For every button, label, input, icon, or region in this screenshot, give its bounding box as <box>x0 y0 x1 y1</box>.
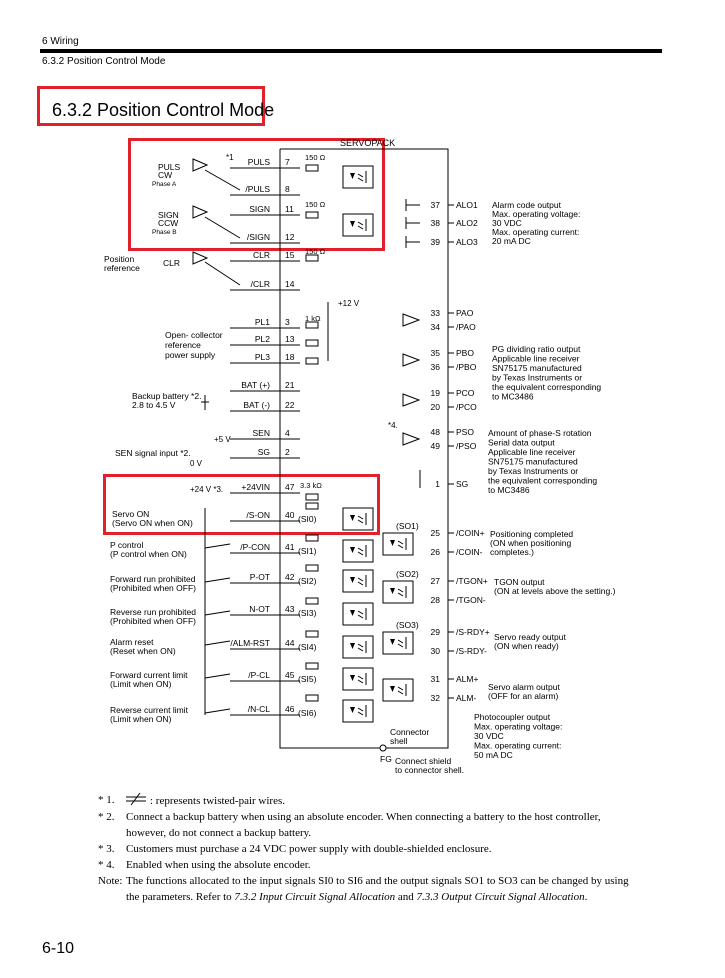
note-key: * 2. <box>98 811 115 823</box>
diagram-label: Forward run prohibited <box>110 574 196 584</box>
diagram-label: shell <box>390 736 408 746</box>
photocoupler-output <box>383 632 413 654</box>
signal-name: /TGON- <box>456 595 486 605</box>
diagram-label: SN75175 manufactured <box>488 456 578 467</box>
pin-number: 34 <box>430 322 440 332</box>
phase-label: Phase A <box>152 181 177 188</box>
diagram-label: (OFF for an alarm) <box>488 691 559 701</box>
pin-number: 29 <box>430 627 440 637</box>
switch <box>205 641 230 645</box>
pin-number: 2 <box>285 447 290 457</box>
signal-name: /S-RDY- <box>456 646 487 656</box>
diagram-label: Servo alarm output <box>488 682 560 692</box>
signal-name: /PULS <box>245 184 270 194</box>
note-key: Note: <box>98 875 123 887</box>
photocoupler-output <box>383 679 413 701</box>
signal-allocation: (SI5) <box>298 674 317 684</box>
pin-number: 26 <box>430 547 440 557</box>
diagram-label: Max. operating voltage: <box>492 209 581 219</box>
pin-number: 35 <box>430 348 440 358</box>
diagram-label: PG dividing ratio output <box>492 344 581 354</box>
photocoupler-input <box>343 700 373 722</box>
signal-name: BAT (+) <box>241 380 270 390</box>
diagram-label: to MC3486 <box>488 485 530 495</box>
line-driver <box>403 354 419 366</box>
signal-name: /COIN+ <box>456 528 485 538</box>
pin-number: 12 <box>285 232 295 242</box>
switch <box>205 709 230 713</box>
diagram-label: CCW <box>158 218 179 228</box>
switch <box>205 544 230 548</box>
signal-allocation: (SI2) <box>298 576 317 586</box>
diagram-label: Backup battery *2. <box>132 391 202 401</box>
diagram-label: to MC3486 <box>492 391 534 402</box>
diagram-label: Forward current limit <box>110 670 188 680</box>
signal-allocation: (SI4) <box>298 642 317 652</box>
signal-name: /N-CL <box>247 704 270 714</box>
sen-input-label: SEN signal input *2. <box>115 448 191 458</box>
signal-name: /P-CON <box>240 542 270 552</box>
note-key: * 4. <box>98 859 115 871</box>
note-text: Enabled when using the absolute encoder. <box>126 859 311 871</box>
diagram-label: Connector <box>390 727 430 737</box>
resistor-input <box>306 503 318 509</box>
signal-name: /P-CL <box>248 670 270 680</box>
note-final <box>98 873 638 905</box>
signal-name: PAO <box>456 308 474 318</box>
pin-number: 3 <box>285 317 290 327</box>
signal-name: PBO <box>456 348 474 358</box>
voltage-label: 0 V <box>190 459 203 468</box>
pin-number: 41 <box>285 542 295 552</box>
diagram-label: TGON output <box>494 577 545 587</box>
photocoupler-input <box>343 570 373 592</box>
resistor-1k <box>306 340 318 346</box>
signal-name: SEN <box>252 428 270 438</box>
signal-name: PL2 <box>254 334 270 344</box>
note-text: The functions allocated to the input signals SI0 to SI6 and the output signals SO1 to SO3 can be changed by using the parameters. Refer to <box>126 875 629 903</box>
pin-number: 8 <box>285 184 290 194</box>
signal-name: PULS <box>247 157 270 167</box>
diagram-label: the equivalent corresponding <box>492 382 602 392</box>
signal-name: /CLR <box>250 279 270 289</box>
diagram-label: power supply <box>165 350 216 360</box>
fg-label: FG <box>380 754 392 764</box>
photocoupler-output <box>383 533 413 555</box>
diagram-label: Applicable line receiver <box>488 447 576 457</box>
diagram-label: (Limit when ON) <box>110 714 172 724</box>
resistor-150 <box>306 212 318 218</box>
diagram-label: Reverse run prohibited <box>110 607 196 617</box>
pin-number: 31 <box>430 674 440 684</box>
diagram-label: reference <box>104 263 140 273</box>
diagram-label: (Servo ON when ON) <box>112 518 193 528</box>
signal-name: PCO <box>456 388 475 398</box>
signal-name: SG <box>456 479 469 489</box>
pin-number: 13 <box>285 334 295 344</box>
signal-allocation: (SI0) <box>298 514 317 524</box>
note-4 <box>98 857 638 873</box>
resistor-value: 1 kΩ <box>305 314 321 323</box>
diagram-label: Amount of phase-S rotation <box>488 428 592 438</box>
twisted-pair <box>205 217 240 238</box>
resistor-input <box>306 535 318 541</box>
note-3 <box>98 841 638 857</box>
pin-number: 19 <box>430 388 440 398</box>
diagram-label: completes.) <box>490 547 534 557</box>
diagram-label: Serial data output <box>488 437 555 448</box>
resistor-value: 150 Ω <box>305 153 326 162</box>
signal-name: /S-ON <box>246 510 270 520</box>
resistor-input <box>306 663 318 669</box>
connector-shell-icon <box>380 745 386 751</box>
pin-number: 47 <box>285 482 295 492</box>
resistor-input <box>306 598 318 604</box>
diagram-label: Alarm code output <box>492 200 561 210</box>
diagram-label: (ON when ready) <box>494 641 559 651</box>
pin-number: 27 <box>430 576 440 586</box>
note-text: . <box>584 891 588 903</box>
diagram-label: Connect shield <box>395 756 452 766</box>
pin-number: 42 <box>285 572 295 582</box>
signal-name: /ALM-RST <box>230 638 270 648</box>
servopack-label: SERVOPACK <box>340 138 396 148</box>
signal-name: BAT (-) <box>243 400 270 410</box>
diagram-label: (Prohibited when OFF) <box>110 616 196 626</box>
signal-name: SIGN <box>249 204 270 214</box>
note-text: Connect a backup battery when using an absolute encoder. When connecting a battery to the host controller, however, do not connect a backup battery. <box>126 811 601 839</box>
photocoupler-sign <box>343 214 373 236</box>
diagram-label: Max. operating current: <box>492 227 580 237</box>
diagram-label: Servo ON <box>112 509 150 519</box>
diagram-label: P control <box>110 540 144 550</box>
diagram-label: Max. operating voltage: <box>474 721 563 732</box>
photocoupler-puls <box>343 166 373 188</box>
signal-allocation: (SI3) <box>298 608 317 618</box>
line-driver <box>403 314 419 326</box>
pin-number: 40 <box>285 510 295 520</box>
diagram-label: (ON when positioning <box>490 538 572 548</box>
diagram-label: PULS <box>158 162 181 172</box>
diagram-label: Max. operating current: <box>474 740 562 751</box>
signal-name: /PSO <box>456 441 477 451</box>
chapter-header: 6 Wiring <box>42 36 79 47</box>
resistor-input <box>306 695 318 701</box>
signal-name: SG <box>257 447 270 457</box>
switch <box>205 578 230 582</box>
pin-number: 22 <box>285 400 295 410</box>
pin-number: 14 <box>285 279 295 289</box>
signal-allocation: (SI1) <box>298 546 317 556</box>
pin-number: 33 <box>430 308 440 318</box>
line-driver <box>403 433 419 445</box>
pin-number: 44 <box>285 638 295 648</box>
diagram-label: (ON at levels above the setting.) <box>494 586 616 596</box>
diagram-label: CW <box>158 170 173 180</box>
pin-number: 38 <box>430 218 440 228</box>
pin-number: 32 <box>430 693 440 703</box>
supply-label: +24 V *3. <box>190 485 224 494</box>
diagram-label: Alarm reset <box>110 637 154 647</box>
resistor-value: 3.3 kΩ <box>300 481 322 490</box>
diagram-label: 2.8 to 4.5 V <box>132 400 176 410</box>
pin-number: 20 <box>430 402 440 412</box>
diagram-label: (Reset when ON) <box>110 646 176 656</box>
photocoupler-input <box>343 668 373 690</box>
signal-name: /SIGN <box>246 232 270 242</box>
diagram-label: (Prohibited when OFF) <box>110 583 196 593</box>
signal-allocation: (SO1) <box>396 521 419 531</box>
signal-name: ALO3 <box>456 237 478 247</box>
page-number: 6-10 <box>42 940 75 957</box>
signal-name: /COIN- <box>456 547 483 557</box>
twisted-pair-icon <box>126 792 148 806</box>
resistor-33k <box>306 494 318 500</box>
pin-number: 18 <box>285 352 295 362</box>
switch <box>205 611 230 615</box>
note-text: : represents twisted-pair wires. <box>150 795 286 807</box>
signal-allocation: (SO3) <box>396 620 419 630</box>
note-key: * 1. <box>98 794 115 806</box>
note-marker: *4. <box>388 421 398 430</box>
pin-number: 36 <box>430 362 440 372</box>
pin-number: 48 <box>430 427 440 437</box>
signal-name: ALM+ <box>456 674 479 684</box>
resistor-value: 150 Ω <box>305 247 326 256</box>
pin-number: 45 <box>285 670 295 680</box>
supply-voltage: +12 V <box>338 299 360 308</box>
pin-number: 39 <box>430 237 440 247</box>
pin-number: 46 <box>285 704 295 714</box>
signal-name: +24VIN <box>241 482 270 492</box>
diagram-label: 50 mA DC <box>474 750 513 760</box>
pin-number: 15 <box>285 250 295 260</box>
diagram-label: reference <box>165 340 201 350</box>
signal-name: ALO1 <box>456 200 478 210</box>
diagram-label: Position <box>104 254 135 264</box>
signal-name: ALO2 <box>456 218 478 228</box>
diagram-label: by Texas Instruments or <box>492 372 583 383</box>
diagram-label: Reverse current limit <box>110 705 188 715</box>
line-driver <box>403 394 419 406</box>
sign-driver <box>193 206 207 218</box>
pin-number: 1 <box>435 479 440 489</box>
photocoupler-input <box>343 603 373 625</box>
twisted-pair-note: *1 <box>226 153 234 162</box>
signal-name: PL3 <box>254 352 270 362</box>
signal-name: /TGON+ <box>456 576 488 586</box>
diagram-label: Servo ready output <box>494 632 566 642</box>
signal-name: /PAO <box>456 322 476 332</box>
signal-name: /PCO <box>456 402 477 412</box>
signal-name: P-OT <box>249 572 270 582</box>
diagram-label: 30 VDC <box>474 731 504 741</box>
diagram-label: (Limit when ON) <box>110 679 172 689</box>
diagram-label: to connector shell. <box>395 765 464 775</box>
diagram-label: SIGN <box>158 210 179 220</box>
diagram-label: 30 VDC <box>492 218 522 228</box>
signal-name: PSO <box>456 427 474 437</box>
note-text: Customers must purchase a 24 VDC power supply with double-shielded enclosure. <box>126 843 492 855</box>
phase-label: Phase B <box>152 229 177 236</box>
footnotes <box>98 792 638 905</box>
resistor-input <box>306 631 318 637</box>
switch <box>205 674 230 678</box>
signal-name: N-OT <box>249 604 270 614</box>
diagram-label: Positioning completed <box>490 529 574 539</box>
note-text: and <box>395 891 417 903</box>
signal-name: /S-RDY+ <box>456 627 490 637</box>
note-reference-input: 7.3.2 Input Circuit Signal Allocation <box>234 891 396 903</box>
pin-number: 7 <box>285 157 290 167</box>
pin-number: 11 <box>285 204 294 214</box>
photocoupler-input <box>343 636 373 658</box>
signal-name: PL1 <box>254 317 270 327</box>
diagram-label: 20 mA DC <box>492 236 531 246</box>
voltage-label: +5 V <box>214 435 231 444</box>
twisted-pair <box>205 262 240 285</box>
photocoupler-input <box>343 540 373 562</box>
signal-name: ALM- <box>456 693 477 703</box>
note-key: * 3. <box>98 843 115 855</box>
diagram-label: (P control when ON) <box>110 549 187 559</box>
diagram-label: by Texas Instruments or <box>488 466 579 476</box>
diagram-label: Photocoupler output <box>474 712 551 722</box>
puls-driver <box>193 159 207 171</box>
diagram-label: Applicable line receiver <box>492 353 580 364</box>
resistor-value: 150 Ω <box>305 200 326 209</box>
pin-number: 28 <box>430 595 440 605</box>
diagram-label: Open- collector <box>165 330 223 340</box>
note-2 <box>98 809 638 841</box>
signal-name: /PBO <box>456 362 477 372</box>
photocoupler-input <box>343 508 373 530</box>
diagram-label: SN75175 manufactured <box>492 363 582 373</box>
clr-label: CLR <box>163 258 181 268</box>
twisted-pair <box>205 170 240 190</box>
resistor-150 <box>306 165 318 171</box>
pin-number: 25 <box>430 528 440 538</box>
section-header: 6.3.2 Position Control Mode <box>42 56 166 67</box>
page-title: 6.3.2 Position Control Mode <box>52 100 275 120</box>
pin-number: 49 <box>430 441 440 451</box>
pin-number: 43 <box>285 604 295 614</box>
diagram-label: the equivalent corresponding <box>488 475 598 486</box>
pin-number: 30 <box>430 646 440 656</box>
pin-number: 4 <box>285 428 290 438</box>
pin-number: 37 <box>430 200 440 210</box>
signal-allocation: (SI6) <box>298 708 317 718</box>
note-reference-output: 7.3.3 Output Circuit Signal Allocation <box>416 891 585 903</box>
signal-name: CLR <box>252 250 270 260</box>
signal-allocation: (SO2) <box>396 569 419 579</box>
resistor-input <box>306 565 318 571</box>
resistor-1k <box>306 358 318 364</box>
photocoupler-output <box>383 581 413 603</box>
note-1 <box>98 792 638 809</box>
pin-number: 21 <box>285 380 295 390</box>
